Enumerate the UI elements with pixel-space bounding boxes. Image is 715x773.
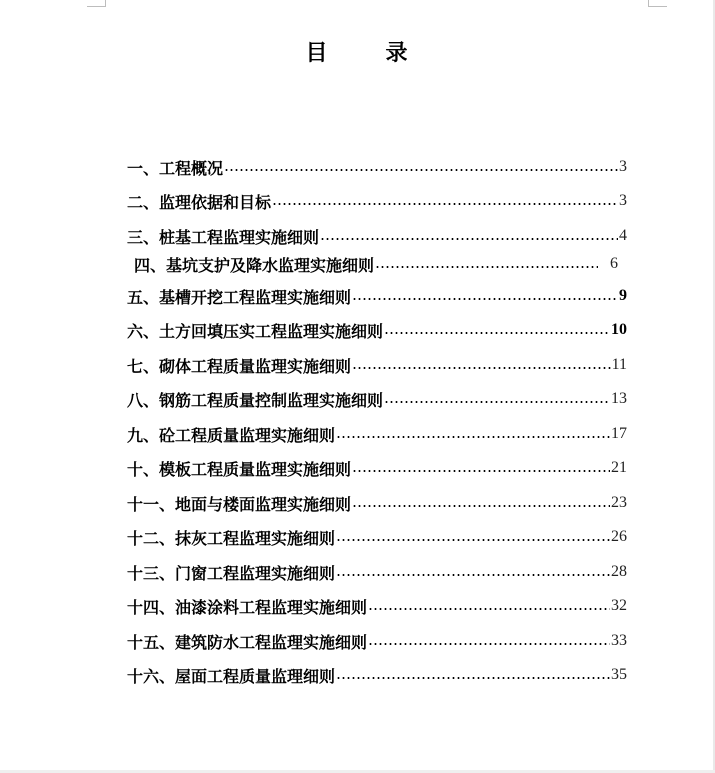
toc-dot-leader bbox=[320, 238, 618, 240]
toc-entry-label: 十二、抹灰工程监理实施细则 bbox=[127, 528, 336, 548]
toc-entry-page: 11 bbox=[611, 356, 627, 373]
toc-dot-leader bbox=[384, 401, 610, 403]
title-char-1: 目 bbox=[305, 40, 330, 66]
toc-dot-leader bbox=[375, 266, 598, 268]
toc-entry-label: 十三、门窗工程监理实施细则 bbox=[127, 563, 336, 583]
toc-dot-leader bbox=[336, 436, 610, 438]
toc-entry-label: 七、砌体工程质量监理实施细则 bbox=[127, 356, 352, 376]
toc-entry-page: 3 bbox=[619, 158, 627, 175]
toc-dot-leader bbox=[352, 470, 610, 472]
toc-dot-leader bbox=[384, 332, 610, 334]
toc-entry[interactable] bbox=[127, 491, 627, 515]
toc-entry-label: 六、土方回填压实工程监理实施细则 bbox=[127, 321, 384, 341]
toc-entry[interactable] bbox=[134, 252, 618, 276]
toc-entry-label: 二、监理依据和目标 bbox=[127, 192, 272, 212]
toc-dot-leader bbox=[352, 298, 618, 300]
toc-entry-page: 4 bbox=[619, 227, 627, 244]
toc-entry-page: 33 bbox=[611, 632, 627, 649]
toc-entry[interactable] bbox=[127, 189, 627, 213]
toc-entry-page: 3 bbox=[619, 192, 627, 209]
toc-entry[interactable] bbox=[127, 594, 627, 618]
toc-entry[interactable] bbox=[127, 224, 627, 248]
toc-entry-page: 32 bbox=[611, 597, 627, 614]
toc-dot-leader bbox=[352, 367, 611, 369]
toc-entry-page: 13 bbox=[611, 390, 627, 407]
toc-entry[interactable] bbox=[127, 456, 627, 480]
toc-entry[interactable] bbox=[127, 629, 627, 653]
page-corner-mark-right bbox=[648, 0, 667, 7]
toc-entry-page: 35 bbox=[611, 666, 627, 683]
toc-entry[interactable] bbox=[127, 155, 627, 179]
page-corner-mark-left bbox=[87, 0, 106, 7]
toc-dot-leader bbox=[272, 203, 618, 205]
toc-entry-label: 十、模板工程质量监理实施细则 bbox=[127, 459, 352, 479]
toc-entry[interactable] bbox=[127, 318, 627, 342]
toc-entry[interactable] bbox=[127, 560, 627, 584]
toc-entry[interactable] bbox=[127, 387, 627, 411]
title-char-2: 录 bbox=[385, 40, 410, 66]
toc-entry-label: 五、基槽开挖工程监理实施细则 bbox=[127, 287, 352, 307]
toc-entry-label: 十六、屋面工程质量监理细则 bbox=[127, 666, 336, 686]
toc-dot-leader bbox=[352, 505, 610, 507]
toc-entry-page: 9 bbox=[619, 287, 627, 304]
toc-dot-leader bbox=[336, 539, 610, 541]
page-title bbox=[0, 36, 715, 67]
toc-entry-page: 6 bbox=[610, 255, 618, 272]
toc-entry-label: 九、砼工程质量监理实施细则 bbox=[127, 425, 336, 445]
toc-entry-label: 三、桩基工程监理实施细则 bbox=[127, 227, 320, 247]
toc-entry-page: 23 bbox=[611, 494, 627, 511]
toc-entry-label: 十四、油漆涂料工程监理实施细则 bbox=[127, 597, 368, 617]
toc-entry-label: 八、钢筋工程质量控制监理实施细则 bbox=[127, 390, 384, 410]
toc-entry-label: 四、基坑支护及降水监理实施细则 bbox=[134, 255, 375, 275]
toc-dot-leader bbox=[224, 169, 618, 171]
toc-entry-page: 10 bbox=[611, 321, 627, 338]
toc-entry-label: 十一、地面与楼面监理实施细则 bbox=[127, 494, 352, 514]
toc-dot-leader bbox=[336, 677, 610, 679]
toc-entry-page: 21 bbox=[611, 459, 627, 476]
toc-dot-leader bbox=[336, 574, 610, 576]
toc-entry[interactable] bbox=[127, 353, 627, 377]
toc-dot-leader bbox=[368, 643, 610, 645]
toc-entry-page: 26 bbox=[611, 528, 627, 545]
toc-entry-page: 28 bbox=[611, 563, 627, 580]
toc-entry[interactable] bbox=[127, 663, 627, 687]
toc-entry[interactable] bbox=[127, 284, 627, 308]
toc-entry-page: 17 bbox=[611, 425, 627, 442]
toc-entry-label: 一、工程概况 bbox=[127, 158, 224, 178]
toc-entry[interactable] bbox=[127, 422, 627, 446]
toc-entry-label: 十五、建筑防水工程监理实施细则 bbox=[127, 632, 368, 652]
toc-entry[interactable] bbox=[127, 525, 627, 549]
toc-dot-leader bbox=[368, 608, 610, 610]
